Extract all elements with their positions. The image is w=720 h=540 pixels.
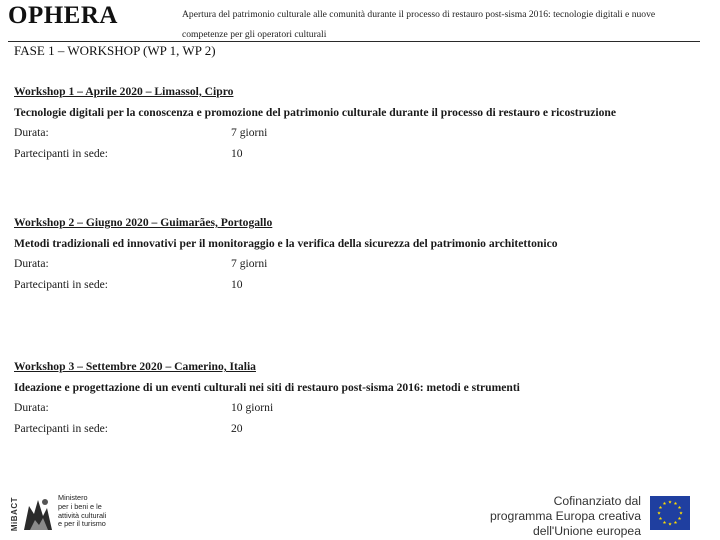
workshop-title: Workshop 3 – Settembre 2020 – Camerino, Italia [14, 360, 256, 373]
workshop-title: Workshop 2 – Giugno 2020 – Guimarães, Portogallo [14, 216, 273, 229]
participants-value: 20 [231, 421, 243, 435]
header-divider [8, 41, 700, 42]
mibact-wordmark [8, 492, 20, 536]
ministry-line: Ministero [58, 493, 88, 502]
cofinance-line: programma Europa creativa [489, 509, 641, 523]
workshop-topic: Metodi tradizionali ed innovativi per il monitoraggio e la verifica della sicurezza del patrimonio architettonico [14, 236, 558, 250]
phase-title: FASE 1 – WORKSHOP (WP 1, WP 2) [14, 43, 216, 58]
cofinance-line: Cofinanziato dal [553, 494, 641, 508]
workshop-block [14, 213, 704, 295]
workshop-topic: Tecnologie digitali per la conoscenza e promozione del patrimonio culturale durante il processo di restauro e ricostruzione [14, 105, 616, 119]
ministry-line: attività culturali [58, 510, 107, 520]
workshop-block [14, 357, 704, 439]
participants-value: 10 [231, 146, 243, 160]
cofinance-line: dell'Unione europea [532, 524, 641, 538]
workshop-title: Workshop 1 – Aprile 2020 – Limassol, Cipro [14, 85, 234, 98]
duration-label: Durata: [14, 257, 49, 270]
duration-value: 10 giorni [231, 401, 274, 414]
participants-label: Partecipanti in sede: [14, 421, 109, 435]
ministry-line: per i beni e le [58, 501, 102, 511]
workshop-block [14, 82, 704, 164]
duration-label: Durata: [14, 401, 49, 414]
eu-cofinance-text [455, 494, 641, 539]
eu-flag-icon [650, 496, 690, 530]
workshop-topic: Ideazione e progettazione di un eventi culturali nei siti di restauro post-sisma 2016: metodi e strumenti [14, 380, 520, 394]
duration-value: 7 giorni [231, 126, 268, 139]
ministry-name [58, 494, 120, 529]
ministry-emblem-icon [21, 494, 55, 534]
duration-value: 7 giorni [231, 257, 268, 270]
mibact-acronym: MiBACT [10, 497, 19, 532]
project-logo: OPHERA [8, 2, 118, 29]
duration-label: Durata: [14, 126, 49, 139]
ministry-line: e per il turismo [58, 519, 106, 529]
participants-label: Partecipanti in sede: [14, 146, 109, 160]
project-subtitle: Apertura del patrimonio culturale alle comunità durante il processo di restauro post-sisma 2016: tecnologie digitali e nuove competenze per gli operatori culturali [182, 9, 656, 40]
ministry-logo [8, 492, 118, 536]
participants-label: Partecipanti in sede: [14, 277, 109, 291]
participants-value: 10 [231, 277, 243, 291]
